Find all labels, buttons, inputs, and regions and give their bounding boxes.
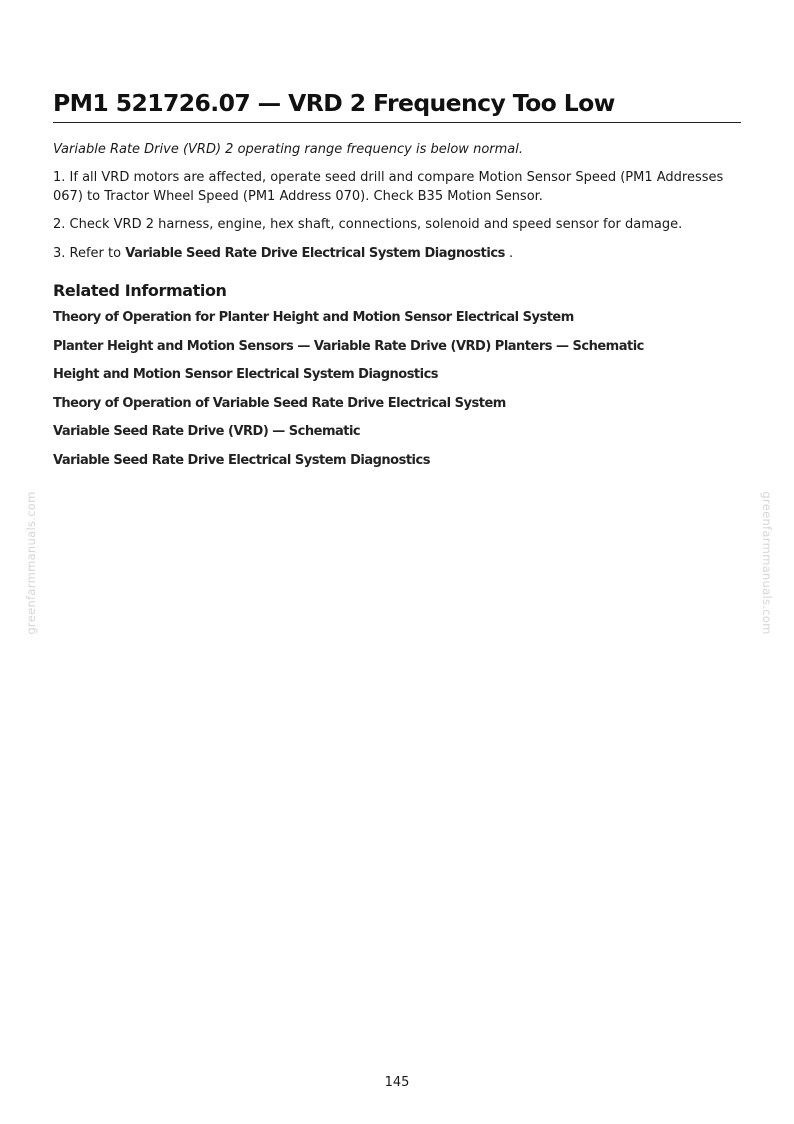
- step-3-suffix: .: [504, 246, 514, 261]
- watermark-left: greenfarmmanuals.com: [24, 491, 38, 635]
- page-title: PM1 521726.07 — VRD 2 Frequency Too Low: [53, 89, 615, 117]
- related-link-theory-height-motion[interactable]: Theory of Operation for Planter Height and Motion Sensor Electrical System: [53, 310, 574, 325]
- watermark-right: greenfarmmanuals.com: [760, 491, 774, 635]
- step-1: 1. If all VRD motors are affected, operate seed drill and compare Motion Sensor Speed (PM1 Addresses 067) to Tractor Wheel Speed (PM1 Address 070). Check B35 Motion Sensor.: [53, 170, 724, 204]
- step-2: 2. Check VRD 2 harness, engine, hex shaft, connections, solenoid and speed sensor for damage.: [53, 217, 683, 232]
- related-links-list: [53, 309, 644, 480]
- intro-text: Variable Rate Drive (VRD) 2 operating range frequency is below normal.: [53, 142, 523, 157]
- related-link-vsrd-diagnostics[interactable]: Variable Seed Rate Drive Electrical System Diagnostics: [53, 452, 430, 468]
- related-link-height-motion-schematic[interactable]: Planter Height and Motion Sensors — Variable Rate Drive (VRD) Planters — Schematic: [53, 338, 644, 354]
- related-link-height-motion-diagnostics[interactable]: Height and Motion Sensor Electrical System Diagnostics: [53, 367, 439, 382]
- step-3: [53, 245, 745, 264]
- related-information-heading: Related Information: [53, 281, 227, 300]
- title-divider: [53, 122, 741, 123]
- step-3-prefix: 3. Refer to: [53, 246, 126, 261]
- related-link-theory-vsrd[interactable]: Theory of Operation of Variable Seed Rate Drive Electrical System: [53, 395, 506, 411]
- related-link-vrd-schematic[interactable]: Variable Seed Rate Drive (VRD) — Schematic: [53, 424, 361, 439]
- page-number: 145: [384, 1075, 410, 1090]
- link-vsrd-electrical-diagnostics[interactable]: Variable Seed Rate Drive Electrical System Diagnostics: [125, 246, 505, 261]
